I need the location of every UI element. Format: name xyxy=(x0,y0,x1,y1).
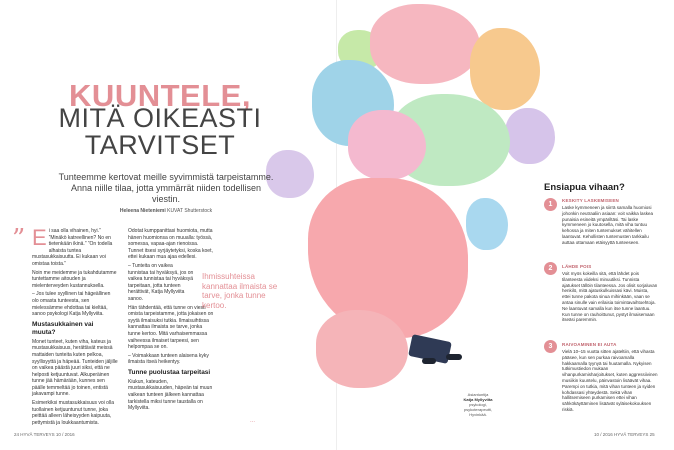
byline xyxy=(56,208,276,214)
folio-right: 10 / 2016 HYVÄ TERVEYS 25 xyxy=(594,432,655,437)
paragraph: Kiukun, kateuden, mustasukkaisuuden, häpeän tai muun vaikean tunteen jälkeen kannattaa tarkistella miksi tunne taustalla on Myllyviita. xyxy=(128,378,213,412)
quote-mark-icon: ” xyxy=(12,224,26,254)
continue-mark: ... xyxy=(250,418,256,424)
paper-ball-orange xyxy=(470,28,540,110)
article-lede: Tunteemme kertovat meille syvimmistä tarpeistamme. Anna niille tilaa, jotta ymmärrät niiden todellisen viestin. xyxy=(58,172,274,204)
caption-role: psykologi, psykoterapeutti, Hyvinkää. xyxy=(463,402,493,417)
step-text-1: Laske kymmeneen ja siirrä samalla huomiosi johonkin neutraaliin asiaan: voit vaikka laskea punaisia esineitä ympäriltäsi. Tai laske kymmeneen jo kuutosella, mitä viha tuntuu kehossa ja miten tuntemukset vähitellen laantuvat. Kehollisten tuntemusten tarkkailu auttaa ottamaan etäisyyttä tunteeseen. xyxy=(562,205,654,245)
paper-ball-lilac-right xyxy=(505,108,555,164)
body-column-1 xyxy=(32,225,118,428)
caption-name: Katja Myllyviita xyxy=(463,397,493,402)
paper-ball-blue-right xyxy=(466,198,508,250)
title-line-3: TARVITSET xyxy=(84,130,236,160)
title-line-2: MITÄ OIKEASTI xyxy=(58,103,262,133)
paragraph: – Voimakkaan tunteen alaisena kyky ilmaista itseä heikentyy. xyxy=(128,352,209,366)
byline-author: Heleena Nieteniemi xyxy=(119,208,166,214)
title-line-1: KUUNTELE, xyxy=(69,78,251,113)
pull-quote: Ihmissuhteissa kannattaa ilmaista se tarve, jonka tunne kertoo. xyxy=(202,272,278,310)
paragraph: – Tunteita on vaikea tunnistaa tai hyväksyä, jos on vaikea tunnistaa tai hyväksyä tarpeitaan, jotta tunteen herättivät, Katja Myllyviita sanoo. xyxy=(128,262,194,302)
caption-label: Asiantuntija xyxy=(467,392,489,397)
step-text-2: Voit myös kokeilla sitä, että lähdet pois tilanteesta viideksi minuutiksi. Tunnista ajatukset tällöin tilanteessa. Jos olisit sorjaluvan henkilö, mitä ajatuskulkuissasi kävi. Muista, ettei tunne pakota sinua mihinkään, vaan se antaa sinulle vain erilaisia toimintavaihtoehtoja. Ne laantuvat samalla kun itse tunne laantuu. Kun tunne on rauhoittunut, pystyt ilmaisemaan itseäsi paremmin. xyxy=(562,271,658,323)
paragraph: – Jos tulee syyllinen tai hägeällinen olo omasta tunteesta, sen mielessämme ehdottaa tai kieltää, sanoo psykologi Katja Myllyviita. xyxy=(32,291,111,318)
shoe-right xyxy=(422,358,436,364)
step-number-1: 1 xyxy=(544,198,557,211)
expert-caption xyxy=(458,392,498,417)
paragraph-text: i saa olla vihainen, hyi.” “Minäkö katreellinen? No en tietenkään ikinä.” “On todella alhaista tuntea mustasukkaisuutta. Ei kukaan voi omistaa toista.” xyxy=(32,228,113,267)
step-heading-2: LÄHDE POIS xyxy=(562,264,592,269)
paragraph: Hän tähdentää, että tunne on viesti omista tarpeistamme, jotta jokaisen on syytä ilmaisuksi tutkia. Ilmaisuihtissa kannattaa ilmaista se tarve, jonka tunne kertoo. Mitä varhaisemmassa vaiheessa ilmaiset tarpeesi, sen helpompaa se on. xyxy=(128,304,214,351)
dropcap: E xyxy=(32,225,47,250)
paper-ball-pink-bottom xyxy=(316,310,408,388)
paper-ball-pink-top xyxy=(370,4,480,84)
subheading: Mustasukkainen vai muuta? xyxy=(32,320,94,336)
body-column-2 xyxy=(128,228,214,414)
paragraph: Monet tunteet, kuten viha, kateus ja mustasukkaisuus, herättävät meissä mattaiden tunteita kuten pelkoa, syyllisyyttä ja häpeää. Tunteiden jäljille on vaikea päästä juuri siksi, että ne helposti ketjuuntuvat. Alkuperäinen tunne jää hämärään, kunnes sen päälle temmeltää jo toinen, entistä jakavampi tunne. xyxy=(32,338,118,398)
shoe-left xyxy=(446,354,462,360)
step-number-3: 3 xyxy=(544,340,557,353)
step-text-3: Vielä 10–15 vuotta sitten ajateltiin, että vihasta pääsee, kun sen purkaa raivoamalla hakkaamalla tyynyä tai huutamalla. Nykyisen tutkimustiedon mukaan vihanpurkamisharjoitukset, kuten aggressiivinen musiikin kuuntelu, päinvastoin lisäävät vihaa. Parempi on tutkia, mitä vihan tunteen ja syiden kohdassasi yhteydestä. Sekä vihan hallitsemiseen purkamisen ettei vihan sähkökäyttäminen lisäävät syläisekokouksen riskiä. xyxy=(562,349,658,412)
paragraph: Noin me meidemme ja tukahdutamme tuntettamme aitouden ja mielenterveyden kustannuksella. xyxy=(32,269,117,289)
step-number-2: 2 xyxy=(544,262,557,275)
paragraph: Odotat kumppanittasi huomiota, mutta hänen huomionsa on muualla: työssä, somessa, vapaa-ajan rienoissa. Tunnet itsesi syrjäytetyksi, koska koet, ettei kukaan mua ajaa edellesi. xyxy=(128,228,213,261)
sidebar-title: Ensiapua vihaan? xyxy=(544,182,625,193)
paragraph: Esimerkiksi mustasukkaisuus voi olla tuollainen ketjuuntunut tunne, joka peittää alleen läheisyyden kaipuuta, pettymistä ja loukkaantumista. xyxy=(32,400,114,426)
paper-ball-pink-large xyxy=(308,178,468,338)
paragraph xyxy=(32,225,118,268)
subheading: Tunne puolustaa tarpeitasi xyxy=(128,368,211,376)
paper-ball-pink-center xyxy=(348,110,426,180)
step-heading-3: RAIVOAMINEN EI AUTA xyxy=(562,342,617,347)
byline-credits: KUVAT Shutterstock xyxy=(165,208,213,214)
folio-left: 24 HYVÄ TERVEYS 10 / 2016 xyxy=(14,432,75,437)
step-heading-1: KESKITY LASKEMISEEN xyxy=(562,198,619,203)
crumpled-paper-artwork xyxy=(250,0,540,420)
